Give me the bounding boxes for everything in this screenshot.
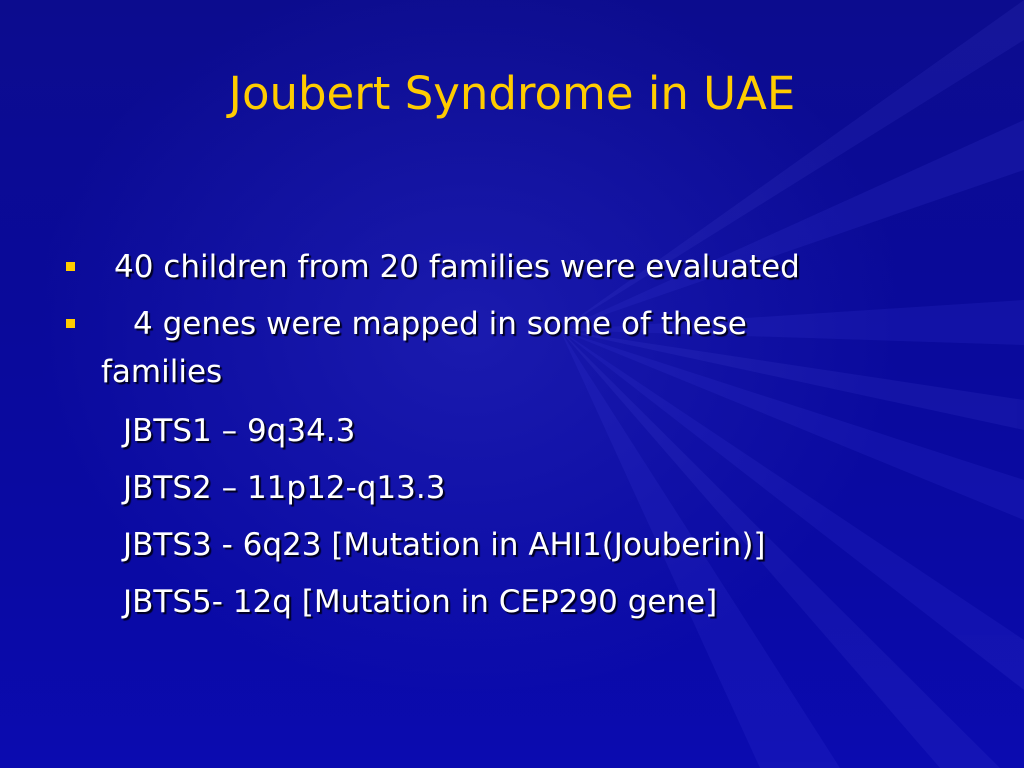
locus-jbts3: JBTS3 - 6q23 [Mutation in AHI1(Jouberin)] xyxy=(123,527,766,563)
square-bullet-icon xyxy=(66,262,75,271)
bullet-1-text: 40 children from 20 families were evaluated xyxy=(114,249,800,285)
square-bullet-icon xyxy=(66,319,75,328)
locus-jbts1: JBTS1 – 9q34.3 xyxy=(123,413,356,449)
bullet-2-text-line-1: 4 genes were mapped in some of these xyxy=(133,306,747,342)
locus-jbts2: JBTS2 – 11p12-q13.3 xyxy=(123,470,446,506)
bullet-2-text-line-2: families xyxy=(101,354,223,390)
slide-title: Joubert Syndrome in UAE xyxy=(228,67,796,120)
locus-jbts5: JBTS5- 12q [Mutation in CEP290 gene] xyxy=(123,584,718,620)
